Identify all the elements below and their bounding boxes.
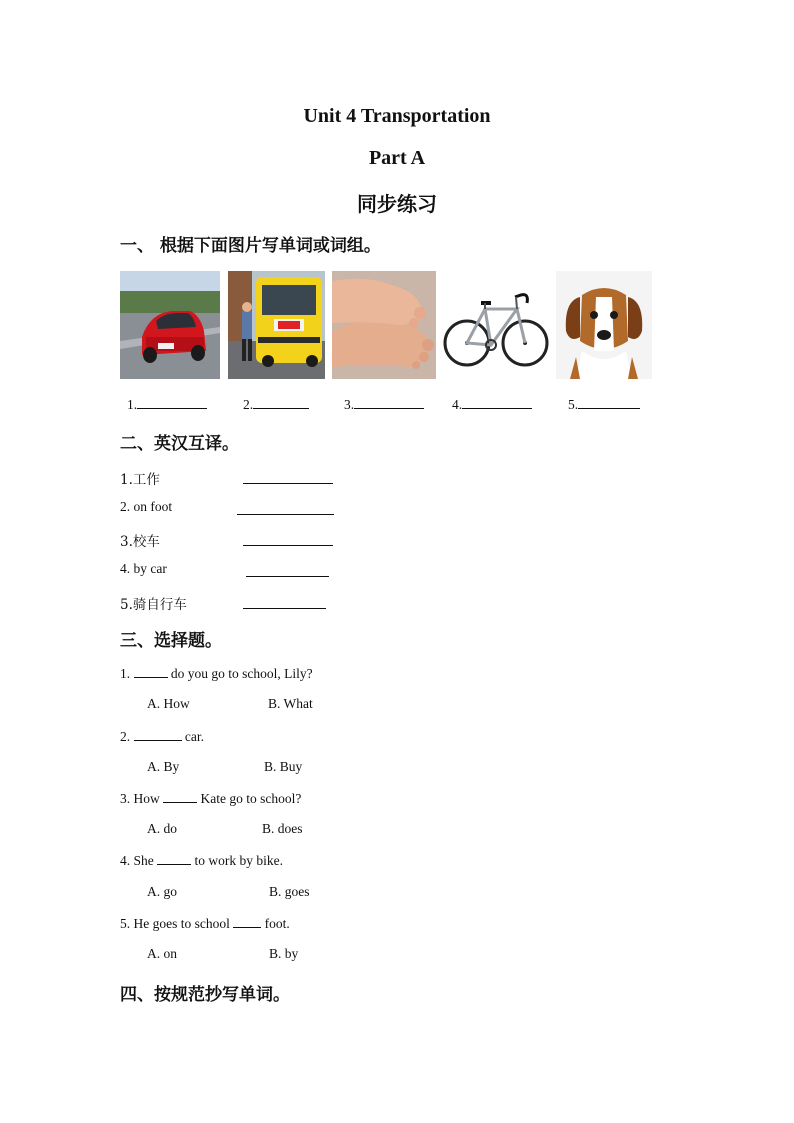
question-2	[120, 728, 204, 745]
question-1-option-b[interactable]: B. What	[268, 696, 313, 711]
translate-blank-1[interactable]	[243, 471, 333, 484]
question-4-prefix: 4. She	[120, 853, 154, 868]
picture-answer-5-blank[interactable]	[578, 396, 640, 409]
question-5-suffix: foot.	[264, 916, 290, 931]
translate-blank-5[interactable]	[243, 596, 326, 609]
translate-blank-2[interactable]	[237, 502, 334, 515]
translate-blank-3[interactable]	[243, 533, 333, 546]
question-2-suffix: car.	[184, 729, 204, 744]
picture-answer-3-label: 3.	[344, 397, 355, 412]
school-bus-photo	[228, 271, 325, 379]
picture-answer-2-label: 2.	[243, 397, 254, 412]
question-1-suffix: do you go to school, Lily?	[170, 666, 313, 681]
question-5-option-a[interactable]: A. on	[147, 946, 177, 961]
question-2-option-b[interactable]: B. Buy	[264, 759, 303, 774]
picture-answer-2-blank[interactable]	[253, 396, 309, 409]
baby-feet-photo	[332, 271, 436, 379]
question-2-option-a[interactable]: A. By	[147, 759, 180, 774]
translate-item-3: 3.校车	[120, 534, 160, 550]
translate-item-5: 5.骑自行车	[120, 597, 187, 613]
question-4-option-a[interactable]: A. go	[147, 884, 177, 899]
translate-blank-4[interactable]	[246, 564, 329, 577]
page-title: Unit 4 Transportation	[303, 105, 491, 127]
beagle-dog-photo	[556, 271, 652, 379]
question-1-blank[interactable]	[134, 665, 168, 678]
question-1-prefix: 1.	[120, 666, 131, 681]
question-5-blank[interactable]	[233, 915, 261, 928]
bicycle-photo	[441, 271, 549, 379]
question-3-option-a[interactable]: A. do	[147, 821, 177, 836]
picture-answer-2	[243, 396, 309, 413]
picture-answer-1	[127, 396, 207, 413]
question-5-prefix: 5. He goes to school	[120, 916, 230, 931]
picture-answer-3	[344, 396, 424, 413]
question-4-blank[interactable]	[157, 852, 191, 865]
question-2-blank[interactable]	[134, 728, 182, 741]
question-5-option-b[interactable]: B. by	[269, 946, 299, 961]
question-4-suffix: to work by bike.	[194, 853, 283, 868]
picture-answer-5	[568, 396, 640, 413]
question-4-option-b[interactable]: B. goes	[269, 884, 310, 899]
picture-answer-5-label: 5.	[568, 397, 579, 412]
question-4	[120, 852, 283, 869]
picture-answer-1-label: 1.	[127, 397, 138, 412]
question-5	[120, 915, 290, 932]
translate-item-4: 4. by car	[120, 561, 167, 576]
picture-answer-3-blank[interactable]	[354, 396, 424, 409]
picture-answer-4-blank[interactable]	[462, 396, 532, 409]
section-1-heading: 一、 根据下面图片写单词或词组。	[120, 236, 381, 256]
section-2-heading: 二、英汉互译。	[120, 434, 239, 454]
page-subtitle: 同步练习	[357, 192, 437, 216]
section-4-heading: 四、按规范抄写单词。	[120, 985, 290, 1005]
translate-item-2: 2. on foot	[120, 499, 173, 514]
question-3-prefix: 3. How	[120, 791, 160, 806]
question-3-blank[interactable]	[163, 790, 197, 803]
question-3	[120, 790, 301, 807]
red-car-photo	[120, 271, 220, 379]
section-3-heading: 三、选择题。	[120, 631, 222, 651]
question-2-prefix: 2.	[120, 729, 131, 744]
translate-item-1: 1.工作	[120, 472, 160, 488]
picture-answer-1-blank[interactable]	[137, 396, 207, 409]
page-part: Part A	[368, 147, 426, 169]
question-1	[120, 665, 313, 682]
question-1-option-a[interactable]: A. How	[147, 696, 190, 711]
question-3-suffix: Kate go to school?	[200, 791, 302, 806]
picture-answer-4	[452, 396, 532, 413]
question-3-option-b[interactable]: B. does	[262, 821, 303, 836]
picture-answer-4-label: 4.	[452, 397, 463, 412]
